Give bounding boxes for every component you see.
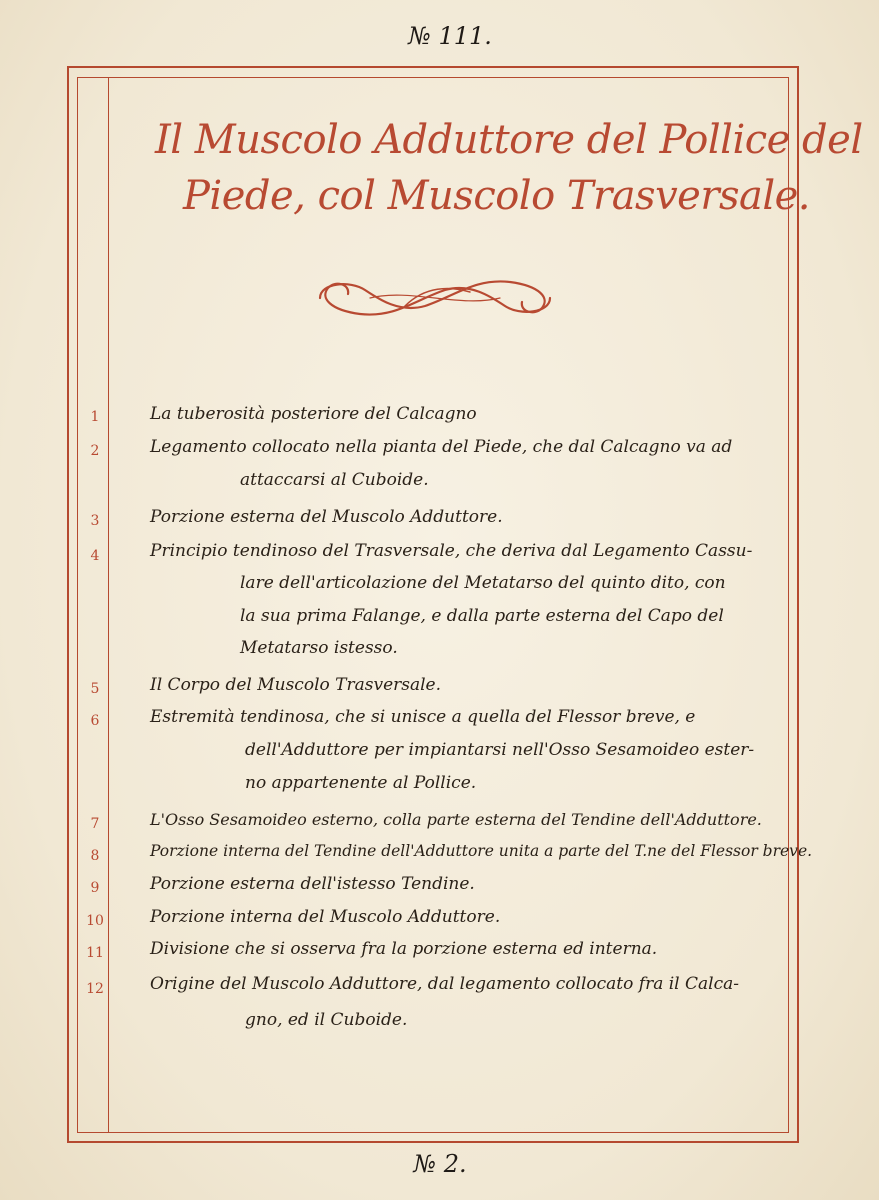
item-text: La tuberosità posteriore del Calcagno (150, 404, 477, 424)
item-text: Legamento collocato nella pianta del Piede, che dal Calcagno va ad (150, 437, 733, 457)
title-line-2: Piede, col Muscolo Trasversale. (183, 173, 811, 219)
item-number: 10 (86, 913, 104, 929)
margin-rule (108, 77, 109, 1133)
item-number: 9 (90, 880, 100, 896)
item-number: 5 (90, 681, 100, 697)
item-text: gno, ed il Cuboide. (245, 1010, 408, 1030)
item-number: 6 (90, 713, 100, 729)
page-number-top: № 111. (408, 22, 492, 50)
item-number: 4 (90, 548, 100, 564)
item-number: 2 (90, 443, 100, 459)
item-number: 7 (90, 816, 100, 832)
item-text: Principio tendinoso del Trasversale, che deriva dal Legamento Cassu- (150, 541, 753, 561)
page-title (155, 112, 863, 224)
item-text: Metatarso istesso. (240, 638, 398, 658)
item-text: dell'Adduttore per impiantarsi nell'Osso Sesamoideo ester- (245, 740, 755, 760)
item-text: attaccarsi al Cuboide. (240, 470, 429, 490)
item-number: 12 (86, 981, 104, 997)
item-number: 11 (86, 945, 104, 961)
calligraphic-flourish (310, 268, 560, 328)
item-number: 1 (90, 409, 100, 425)
page-number-bottom: № 2. (413, 1150, 467, 1178)
item-text: L'Osso Sesamoideo esterno, colla parte esterna del Tendine dell'Adduttore. (150, 810, 762, 829)
item-number: 8 (90, 848, 100, 864)
item-text: Porzione interna del Muscolo Adduttore. (150, 907, 501, 927)
item-text: no appartenente al Pollice. (245, 773, 477, 793)
item-text: Porzione esterna del Muscolo Adduttore. (150, 507, 503, 527)
item-text: la sua prima Falange, e dalla parte esterna del Capo del (240, 606, 724, 626)
item-number: 3 (90, 513, 100, 529)
item-text: Il Corpo del Muscolo Trasversale. (150, 675, 442, 695)
item-text: Origine del Muscolo Adduttore, dal legamento collocato fra il Calca- (150, 974, 739, 994)
item-text: Estremità tendinosa, che si unisce a quella del Flessor breve, e (150, 707, 696, 727)
title-line-1: Il Muscolo Adduttore del Pollice del (155, 117, 863, 163)
item-text: lare dell'articolazione del Metatarso del quinto dito, con (240, 573, 726, 593)
item-text: Porzione esterna dell'istesso Tendine. (150, 874, 475, 894)
item-text: Divisione che si osserva fra la porzione esterna ed interna. (150, 939, 658, 959)
item-text: Porzione interna del Tendine dell'Adduttore unita a parte del T.ne del Flessor breve. (150, 842, 813, 860)
